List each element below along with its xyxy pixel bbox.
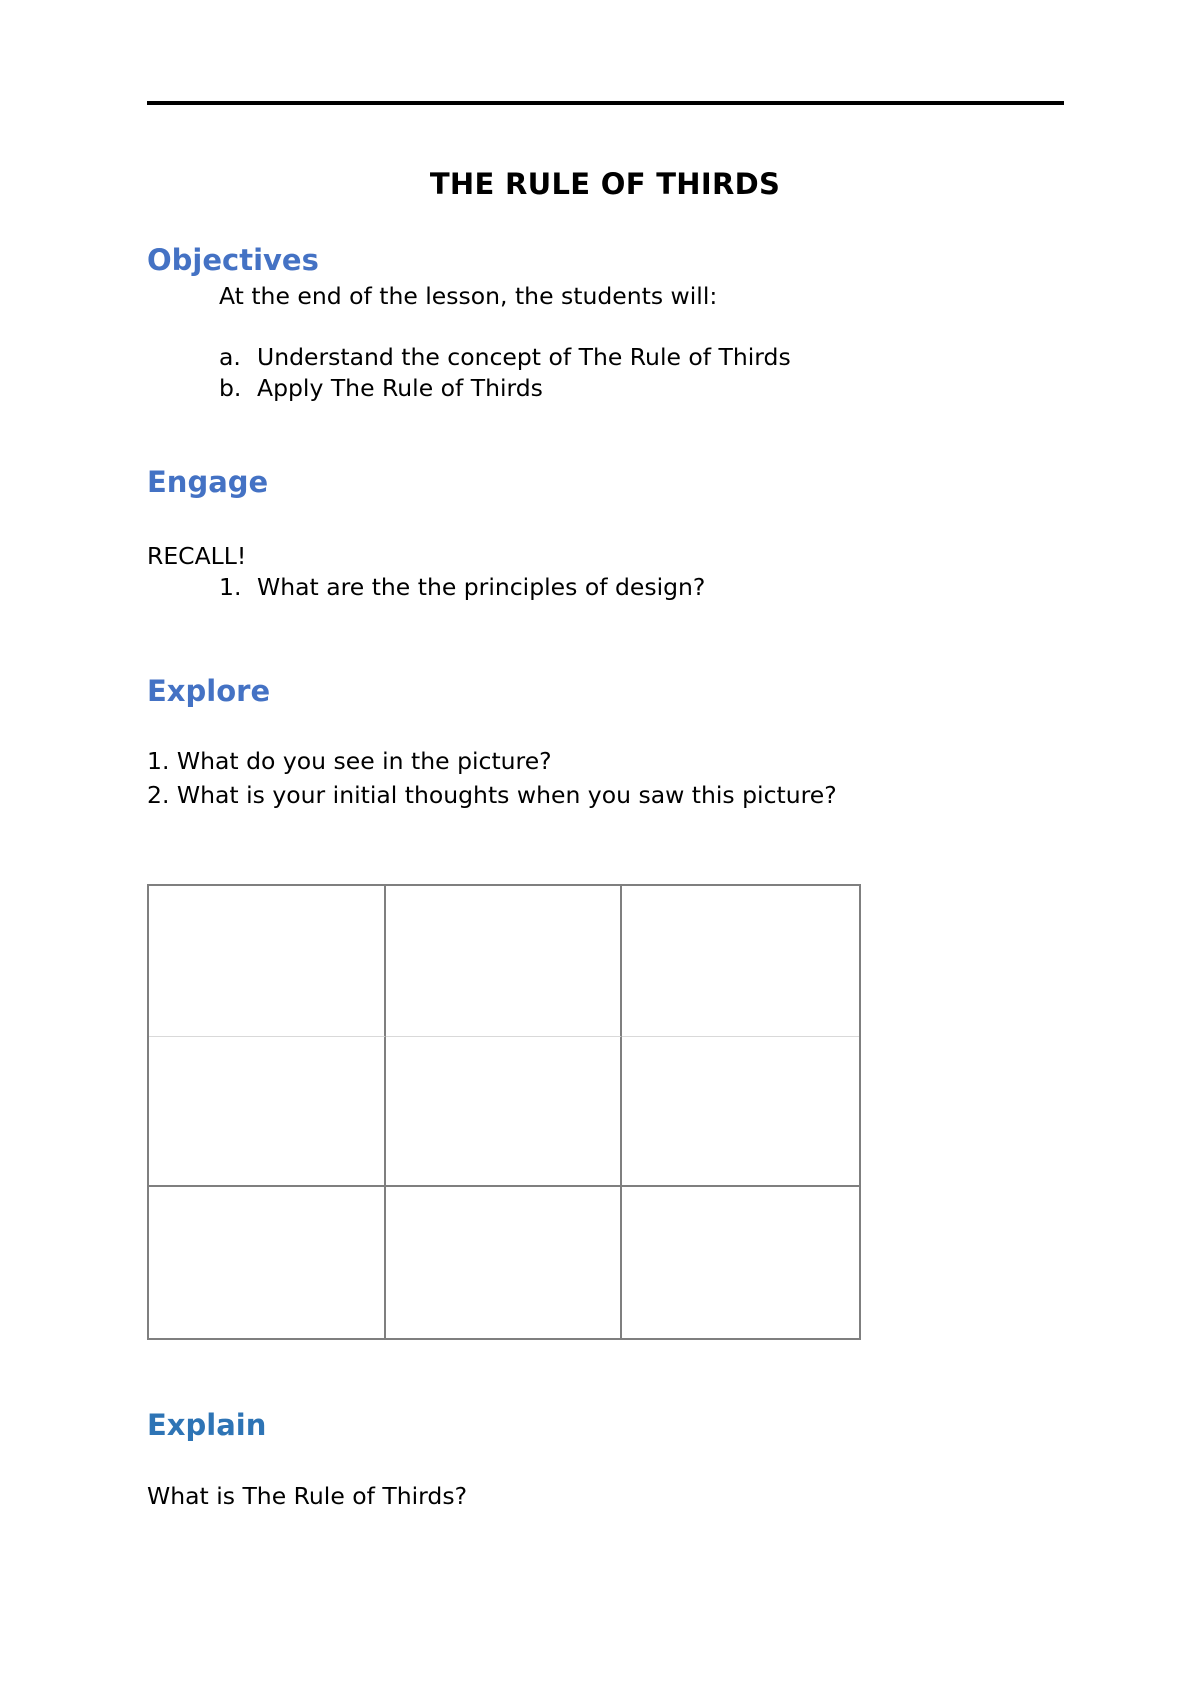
explore-heading: Explore [147, 674, 271, 708]
engage-item-1 [219, 573, 706, 601]
list-marker: b. [219, 374, 242, 402]
grid-cell [149, 886, 386, 1037]
explore-question-2: 2. What is your initial thoughts when you saw this picture? [147, 781, 837, 809]
explain-heading: Explain [147, 1408, 267, 1442]
objectives-intro: At the end of the lesson, the students will: [219, 282, 718, 310]
list-marker: a. [219, 343, 241, 371]
objective-item-a [219, 343, 791, 371]
objective-item-b [219, 374, 543, 402]
explore-question-1: 1. What do you see in the picture? [147, 747, 552, 775]
top-horizontal-rule [147, 101, 1064, 105]
grid-cell [386, 886, 623, 1037]
grid-cell [149, 1187, 386, 1338]
recall-label: RECALL! [147, 542, 247, 570]
objective-text: Apply The Rule of Thirds [257, 374, 543, 402]
grid-cell [386, 1037, 623, 1188]
rule-of-thirds-grid [147, 884, 861, 1340]
list-marker: 1. [219, 573, 242, 601]
document-title: THE RULE OF THIRDS [429, 167, 781, 201]
engage-question-text: What are the the principles of design? [257, 573, 706, 601]
objectives-heading: Objectives [147, 243, 319, 277]
explain-question: What is The Rule of Thirds? [147, 1482, 468, 1510]
grid-cell [622, 1187, 859, 1338]
grid-cell [622, 886, 859, 1037]
grid-cell [622, 1037, 859, 1188]
objective-text: Understand the concept of The Rule of Thirds [257, 343, 791, 371]
engage-heading: Engage [147, 465, 269, 499]
grid-cell [149, 1037, 386, 1188]
grid-cell [386, 1187, 623, 1338]
